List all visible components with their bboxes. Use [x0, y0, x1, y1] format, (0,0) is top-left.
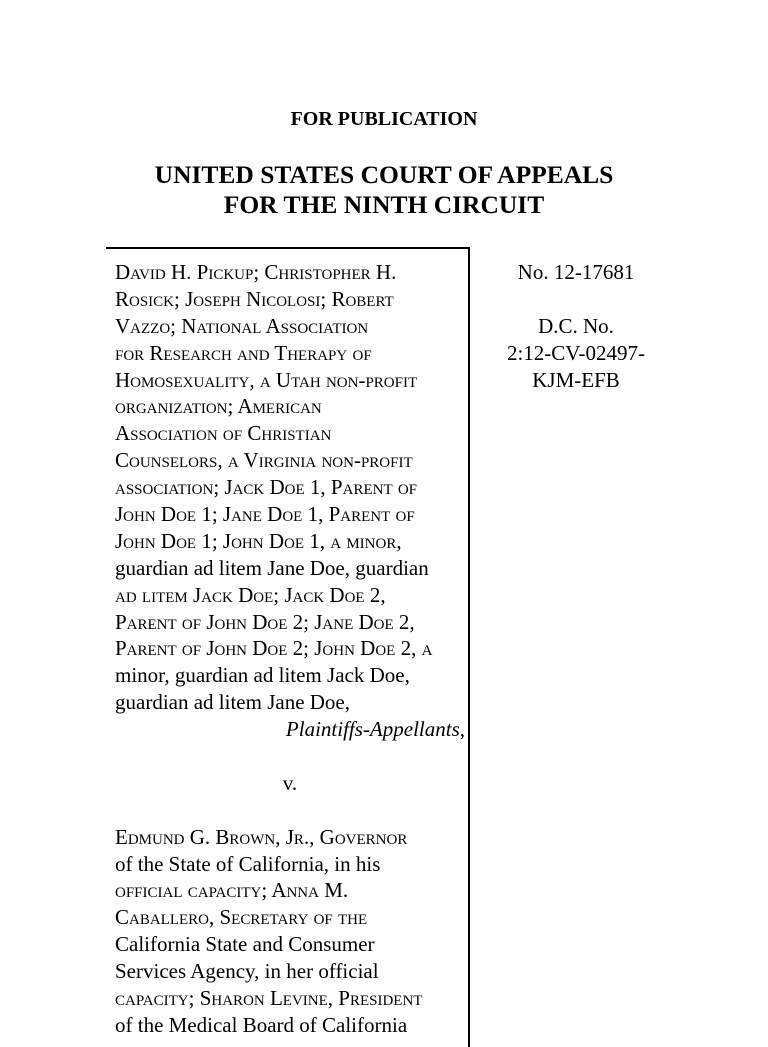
- dc-number-line-1: 2:12-CV-02497-: [506, 340, 646, 365]
- plaintiff-line: David H. Pickup; Christopher H.: [115, 260, 397, 284]
- plaintiff-line: Homosexuality, a Utah non-profit: [115, 367, 418, 392]
- case-caption: [115, 259, 465, 1039]
- plaintiff-line: John Doe 1; Jane Doe 1, Parent of: [115, 502, 415, 527]
- spacer: [115, 797, 465, 824]
- defendant-line: of the Medical Board of California: [115, 1012, 408, 1037]
- defendant-line: Edmund G. Brown, Jr., Governor: [115, 824, 408, 849]
- case-info: [478, 259, 674, 393]
- spacer: [478, 286, 674, 313]
- defendant-line: of the State of California, in his: [115, 851, 381, 876]
- versus: v.: [282, 770, 298, 795]
- plaintiff-role: Plaintiffs-Appellants: [285, 717, 460, 742]
- plaintiff-line: organization; American: [115, 394, 322, 419]
- plaintiff-line: John Doe 1; John Doe 1, a minor,: [115, 528, 402, 553]
- court-title-line-1: UNITED STATES COURT OF APPEALS: [154, 160, 614, 189]
- plaintiff-role-punct: ,: [459, 717, 465, 742]
- caption-vertical-rule: [468, 247, 470, 1047]
- defendant-line: official capacity; Anna M.: [115, 878, 349, 903]
- publication-label: FOR PUBLICATION: [290, 108, 478, 130]
- plaintiff-line: for Research and Therapy of: [115, 340, 372, 365]
- dc-label: D.C. No.: [538, 313, 614, 338]
- plaintiff-line: Parent of John Doe 2; John Doe 2, a: [115, 636, 433, 661]
- plaintiff-line: guardian ad litem Jane Doe,: [115, 690, 350, 715]
- defendant-line: Caballero, Secretary of the: [115, 905, 368, 930]
- plaintiff-line: Rosick; Joseph Nicolosi; Robert: [115, 286, 394, 311]
- plaintiff-role-line: [115, 716, 465, 743]
- plaintiff-line: ad litem Jack Doe; Jack Doe 2,: [115, 582, 386, 607]
- plaintiff-line: guardian ad litem Jane Doe, guardian: [115, 555, 429, 580]
- plaintiff-line: Counselors, a Virginia non-profit: [115, 448, 413, 473]
- dc-number-line-2: KJM-EFB: [532, 367, 620, 392]
- defendant-line: California State and Consumer: [115, 932, 375, 957]
- plaintiff-line: Parent of John Doe 2; Jane Doe 2,: [115, 609, 415, 634]
- plaintiff-line: Vazzo; National Association: [115, 313, 369, 338]
- court-title: [0, 160, 768, 220]
- plaintiff-line: minor, guardian ad litem Jack Doe,: [115, 663, 410, 688]
- defendant-line: capacity; Sharon Levine, President: [115, 986, 423, 1011]
- spacer: [115, 743, 465, 770]
- case-number: No. 12-17681: [517, 260, 635, 284]
- court-title-line-2: FOR THE NINTH CIRCUIT: [223, 190, 545, 219]
- plaintiff-line: Association of Christian: [115, 421, 332, 446]
- defendant-line: Services Agency, in her official: [115, 959, 379, 984]
- plaintiff-line: association; Jack Doe 1, Parent of: [115, 475, 418, 500]
- caption-top-rule: [106, 247, 470, 249]
